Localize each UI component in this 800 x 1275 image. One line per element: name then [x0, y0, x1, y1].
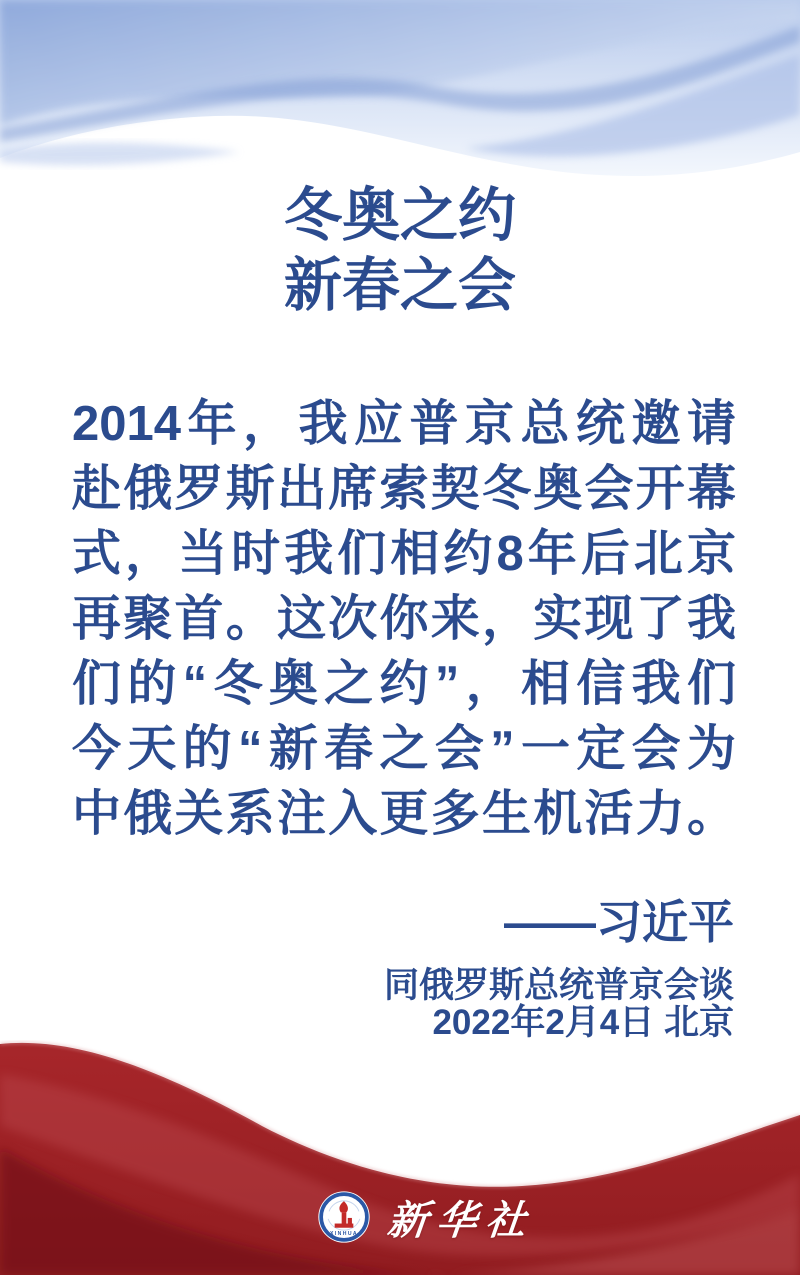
agency-name: 新华社 — [385, 1197, 538, 1243]
top-wave-decoration — [0, 0, 800, 200]
footer-brand — [316, 1188, 538, 1246]
page-title — [0, 181, 800, 321]
quote-line: 式，当时我们相约8年后北京 — [72, 527, 736, 581]
quote-line: 2014年，我应普京总统邀请 — [72, 397, 736, 451]
quote-line: 赴俄罗斯出席索契冬奥会开幕 — [72, 462, 736, 516]
title-line-2: 新春之会 — [283, 253, 516, 318]
quote-source — [384, 967, 734, 1041]
quote-line: 再聚首。这次你来，实现了我 — [72, 592, 736, 646]
logo-latin-text: XINHUA — [329, 1231, 359, 1238]
source-date: 2022年2月4日 北京 — [432, 1003, 734, 1042]
quote-line: 中俄关系注入更多生机活力。 — [72, 787, 736, 841]
quote-body — [72, 392, 736, 847]
quote-attribution: ——习近平 — [504, 896, 734, 948]
source-event: 同俄罗斯总统普京会谈 — [383, 966, 734, 1005]
quote-line: 今天的“新春之会”一定会为 — [72, 722, 736, 776]
xinhua-logo-icon — [316, 1189, 372, 1245]
quote-line: 们的“冬奥之约”，相信我们 — [72, 657, 736, 711]
title-line-1: 冬奥之约 — [283, 183, 516, 248]
